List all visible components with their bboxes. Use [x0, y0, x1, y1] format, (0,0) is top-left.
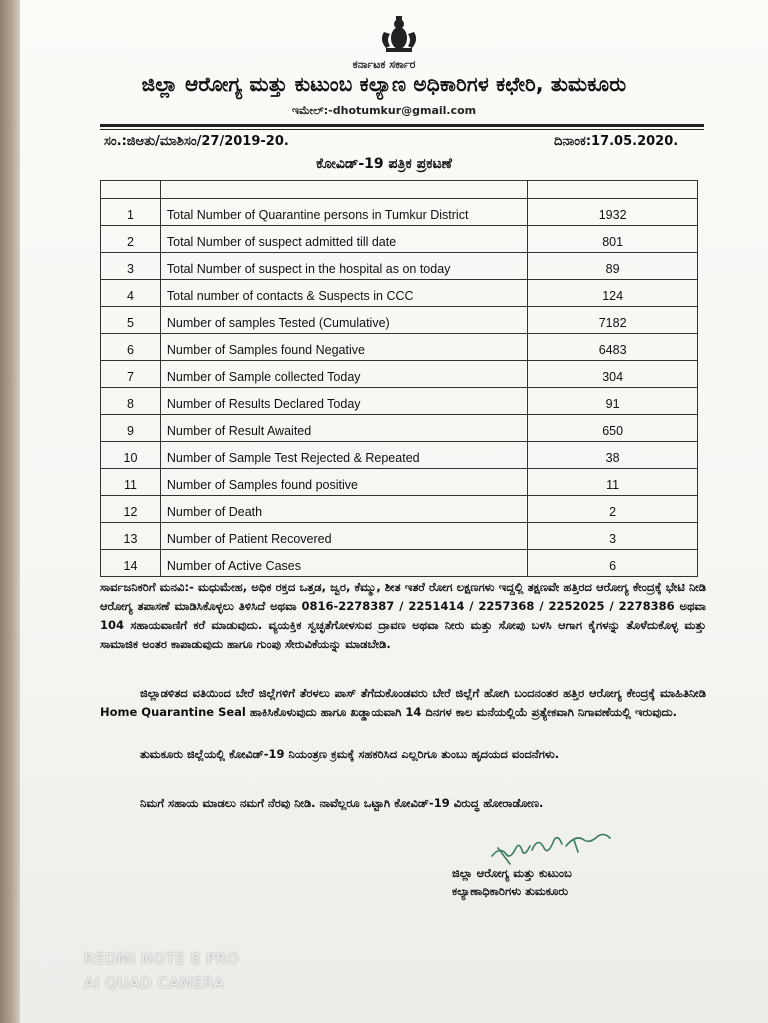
header-cell-sl	[101, 181, 161, 199]
row-value: 1932	[528, 199, 698, 226]
row-number: 10	[101, 442, 161, 469]
public-appeal-paragraph: ಸಾರ್ವಜನಿಕರಿಗೆ ಮನವಿ:- ಮಧುಮೇಹ, ಅಧಿಕ ರಕ್ತದ ಒತ್ತಡ, ಜ್ವರ, ಕೆಮ್ಮು, ಶೀತ ಇತರೆ ರೋಗ ಲಕ್ಷಣಗಳು ಇದ್ದಲ್ಲಿ ತಕ್ಷಣವೇ ಹತ್ತಿರದ ಆರೋಗ್ಯ ಕೇಂದ್ರಕ್ಕೆ ಭೇಟಿ ನೀಡಿ ಆರೋಗ್ಯ ತಪಾಸಣೆ ಮಾಡಿಸಿಕೊಳ್ಳಲು ತಿಳಿಸಿದೆ ಅಥವಾ 0816-2278387 / 2251414 / 2257368 / 2252025 / 2278386 ಅಥವಾ 104 ಸಹಾಯವಾಣಿಗೆ ಕರೆ ಮಾಡುವುದು. ವ್ಯಯಕ್ತಿಕ ಸ್ವಚ್ಛತೆಗೋಳಸುವ ದ್ರಾವಣ ಅಥವಾ ನೀರು ಮತ್ತು ಸೋಪು ಬಳಸಿ ಆಗಾಗ ಕೈಗಳನ್ನು ತೊಳೆದುಕೊಳ್ಳ ಮತ್ತು ಸಾಮಾಜಿಕ ಅಂತರ ಕಾಪಾಡುವುದು ಹಾಗೂ ಗುಂಪು ಸೇರುವಿಕೆಯನ್ನು ಮಾಡಬೇಡಿ.	[100, 580, 706, 651]
row-value: 801	[528, 226, 698, 253]
row-description: Number of Patient Recovered	[160, 523, 527, 550]
header-rule-thick	[100, 124, 704, 127]
officer-signature	[488, 826, 618, 866]
row-value: 11	[528, 469, 698, 496]
row-number: 5	[101, 307, 161, 334]
row-value: 6483	[528, 334, 698, 361]
office-email: ಇಮೇಲ್:-dhotumkur@gmail.com	[291, 104, 477, 117]
row-description: Number of Result Awaited	[160, 415, 527, 442]
row-number: 6	[101, 334, 161, 361]
table-row	[101, 469, 698, 496]
document-subject: ಕೋವಿಡ್-19 ಪತ್ರಿಕ ಪ್ರಕಟಣೆ	[316, 156, 452, 172]
office-title: ಜಿಲ್ಲಾ ಆರೋಗ್ಯ ಮತ್ತು ಕುಟುಂಬ ಕಲ್ಯಾಣ ಅಧಿಕಾರಿಗಳ ಕಛೇರಿ, ತುಮಕೂರು	[141, 72, 627, 96]
row-number: 7	[101, 361, 161, 388]
row-number: 4	[101, 280, 161, 307]
row-value: 2	[528, 496, 698, 523]
row-value: 38	[528, 442, 698, 469]
row-value: 89	[528, 253, 698, 280]
table-header-row	[101, 181, 698, 199]
row-value: 3	[528, 523, 698, 550]
row-value: 7182	[528, 307, 698, 334]
row-description: Number of Results Declared Today	[160, 388, 527, 415]
row-number: 12	[101, 496, 161, 523]
row-description: Total Number of suspect in the hospital as on today	[160, 253, 527, 280]
row-number: 1	[101, 199, 161, 226]
header-rule-thin	[100, 129, 704, 130]
row-description: Number of Sample Test Rejected & Repeated	[160, 442, 527, 469]
travel-pass-paragraph: ಜಿಲ್ಲಾಡಳಿತದ ವತಿಯಿಂದ ಬೇರೆ ಜಿಲ್ಲೆಗಳಿಗೆ ತೆರಳಲು ಪಾಸ್ ತೆಗೆದುಕೊಂಡವರು ಬೇರೆ ಜಿಲ್ಲೆಗೆ ಹೋಗಿ ಬಂದನಂತರ ಹತ್ತಿರ ಆರೋಗ್ಯ ಕೇಂದ್ರಕ್ಕೆ ಮಾಹಿತಿನೀಡಿ Home Quarantine Seal ಹಾಕಿಸಿಕೊಳುವುದು ಹಾಗೂ ಖಡ್ಡಾಯವಾಗಿ 14 ದಿನಗಳ ಕಾಲ ಮನೆಯಲ್ಲಿಯೆ ಪ್ರತ್ಯೇಕವಾಗಿ ನಿಗಾವಣೆಯಲ್ಲಿ ಇರುವುದು.	[100, 686, 706, 719]
thanks-paragraph: ತುಮಕೂರು ಜಿಲ್ಲೆಯಲ್ಲಿ ಕೋವಿಡ್-19 ನಿಯಂತ್ರಣ ಕ್ರಮಕ್ಕೆ ಸಹಕರಿಸಿದ ಎಲ್ಲರಿಗೂ ತುಂಬು ಹೃದಯದ ವಂದನೆಗಳು.	[140, 747, 560, 761]
cooperation-paragraph: ನಿಮಗೆ ಸಹಾಯ ಮಾಡಲು ನಮಗೆ ನೆರವು ನೀಡಿ. ನಾವೆಲ್ಲರೂ ಒಟ್ಟಾಗಿ ಕೋವಿಡ್-19 ವಿರುದ್ಧ ಹೋರಾಡೋಣ.	[140, 796, 544, 810]
row-number: 14	[101, 550, 161, 577]
row-number: 8	[101, 388, 161, 415]
table-row	[101, 388, 698, 415]
table-row	[101, 550, 698, 577]
row-description: Total Number of Quarantine persons in Tumkur District	[160, 199, 527, 226]
row-value: 304	[528, 361, 698, 388]
row-number: 2	[101, 226, 161, 253]
signatory-line-1: ಜಿಲ್ಲಾ ಆರೋಗ್ಯ ಮತ್ತು ಕುಟುಂಬ	[452, 866, 572, 880]
table-row	[101, 361, 698, 388]
row-value: 124	[528, 280, 698, 307]
state-emblem-icon	[378, 14, 420, 54]
table-row	[101, 496, 698, 523]
row-description: Number of Death	[160, 496, 527, 523]
header-cell-desc	[160, 181, 527, 199]
row-description: Number of Samples found positive	[160, 469, 527, 496]
row-description: Number of Sample collected Today	[160, 361, 527, 388]
row-number: 13	[101, 523, 161, 550]
reference-number: ಸಂ.:ಜಿಆತು/ಮಾಶಿಸಂ/27/2019-20.	[104, 134, 289, 149]
table-row	[101, 307, 698, 334]
table-row	[101, 442, 698, 469]
table-row	[101, 253, 698, 280]
row-description: Total number of contacts & Suspects in CCC	[160, 280, 527, 307]
table-row	[101, 280, 698, 307]
table-row	[101, 523, 698, 550]
row-value: 6	[528, 550, 698, 577]
row-description: Number of Active Cases	[160, 550, 527, 577]
camera-lens-icon	[34, 950, 74, 990]
row-value: 91	[528, 388, 698, 415]
row-number: 9	[101, 415, 161, 442]
photo-edge-shadow	[0, 0, 22, 1023]
row-description: Number of Samples found Negative	[160, 334, 527, 361]
govt-header: ಕರ್ನಾಟಕ ಸರ್ಕಾರ	[352, 58, 416, 71]
watermark-camera: AI QUAD CAMERA	[84, 974, 225, 992]
covid-stats-table	[100, 180, 698, 577]
table-row	[101, 226, 698, 253]
row-number: 11	[101, 469, 161, 496]
signatory-line-2: ಕಲ್ಯಾಣಾಧಿಕಾರಿಗಳು ತುಮಕೂರು	[452, 884, 569, 898]
table-row	[101, 415, 698, 442]
header-cell-value	[528, 181, 698, 199]
table-row	[101, 199, 698, 226]
row-description: Total Number of suspect admitted till date	[160, 226, 527, 253]
row-number: 3	[101, 253, 161, 280]
table-row	[101, 334, 698, 361]
row-value: 650	[528, 415, 698, 442]
row-description: Number of samples Tested (Cumulative)	[160, 307, 527, 334]
document-date: ದಿನಾಂಕ:17.05.2020.	[554, 134, 679, 149]
watermark-device: REDMI NOTE 8 PRO	[84, 950, 240, 968]
